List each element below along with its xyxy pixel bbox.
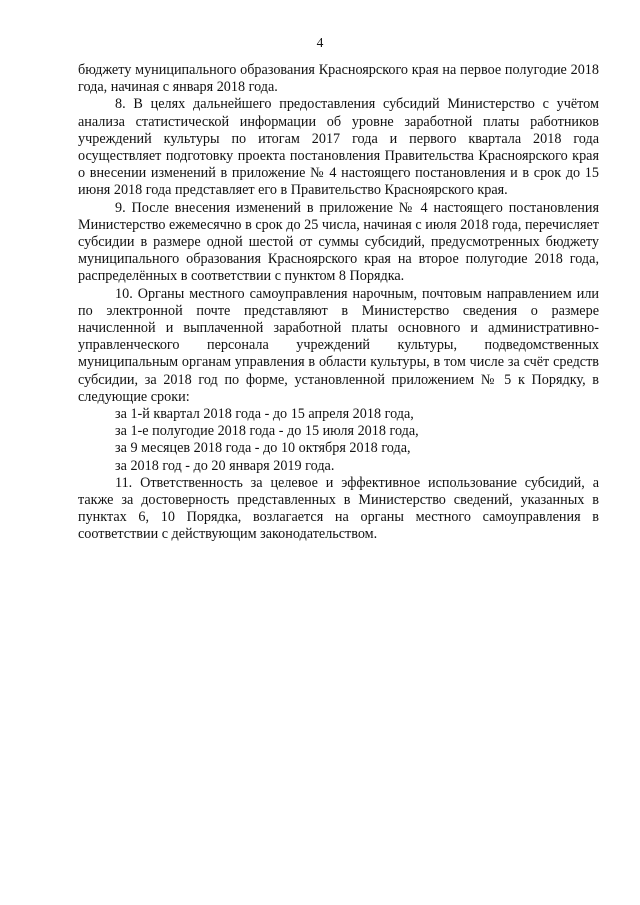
deadline-list: [78, 406, 599, 475]
paragraph-continuation: бюджету муниципального образования Красноярского края на первое полугодие 2018 года, начиная с января 2018 года.: [78, 62, 599, 96]
page-number: 4: [316, 35, 324, 50]
paragraph-item-10: 10. Органы местного самоуправления нарочным, почтовым направлением или по электронной почте представляют в Министерство сведения о размере начисленной и выплаченной заработной платы основного и административно-управленческого персонала учреждений культуры, подведомственных муниципальным органам управления в области культуры, в том числе за счёт средств субсидии, за 2018 год по форме, установленной приложением № 5 к Порядку, в следующие сроки:: [78, 285, 599, 405]
deadline-item: за 1-е полугодие 2018 года - до 15 июля 2018 года,: [115, 423, 419, 440]
deadline-item: за 9 месяцев 2018 года - до 10 октября 2018 года,: [115, 440, 411, 457]
deadline-item: за 1-й квартал 2018 года - до 15 апреля 2018 года,: [115, 406, 414, 423]
deadline-item: за 2018 год - до 20 января 2019 года.: [115, 457, 335, 474]
paragraph-item-9: 9. После внесения изменений в приложение № 4 настоящего постановления Министерство ежемесячно в срок до 25 числа, начиная с июля 2018 года, перечисляет субсидии в размере одной шестой от суммы субсидий, предусмотренных бюджету муниципального образования Красноярского края на второе полугодие 2018 года, распределённых в соответствии с пунктом 8 Порядка.: [78, 199, 599, 285]
paragraph-item-8: 8. В целях дальнейшего предоставления субсидий Министерство с учётом анализа статистической информации об уровне заработной платы работников учреждений культуры по итогам 2017 года и первого квартала 2018 года осуществляет подготовку проекта постановления Правительства Красноярского края о внесении изменений в приложение № 4 настоящего постановления и в срок до 15 июня 2018 года представляет его в Правительство Красноярского края.: [78, 96, 599, 199]
paragraph-item-11: 11. Ответственность за целевое и эффективное использование субсидий, а также за достоверность представленных в Министерство сведений, указанных в пунктах 6, 10 Порядка, возлагается на органы местного самоуправления в соответствии с действующим законодательством.: [78, 474, 599, 543]
document-body: [78, 62, 599, 544]
